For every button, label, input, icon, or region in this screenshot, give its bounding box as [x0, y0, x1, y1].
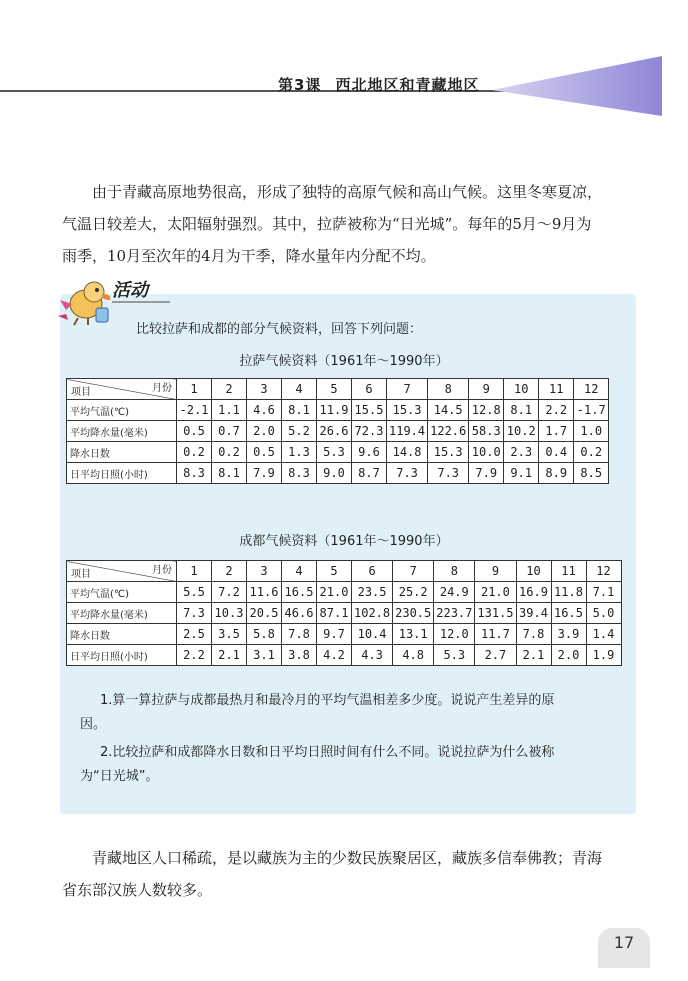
month-header: 4	[282, 561, 317, 582]
page-number: 17	[598, 928, 650, 968]
month-header: 5	[317, 379, 352, 400]
table-cell: 11.7	[475, 624, 516, 645]
table-cell: 2.2	[539, 400, 574, 421]
activity-instruction: 比较拉萨和成都的部分气候资料，回答下列问题：	[136, 322, 423, 337]
table-cell: 7.1	[586, 582, 621, 603]
table-cell: 8.1	[212, 463, 247, 484]
table-cell: 0.7	[212, 421, 247, 442]
row-label: 日平均日照(小时)	[67, 645, 177, 666]
table-cell: 20.5	[247, 603, 282, 624]
row-label: 日平均日照(小时)	[67, 463, 177, 484]
table-cell: 12.8	[469, 400, 504, 421]
activity-panel	[60, 294, 636, 814]
table-cell: 16.5	[551, 603, 586, 624]
table-cell: 1.7	[539, 421, 574, 442]
table-cell: 26.6	[317, 421, 352, 442]
table-row	[67, 463, 609, 484]
table-corner-cell	[67, 561, 177, 582]
table-cell: 1.3	[282, 442, 317, 463]
table-row	[67, 582, 622, 603]
month-header: 12	[586, 561, 621, 582]
table-cell: 46.6	[282, 603, 317, 624]
table-cell: 87.1	[317, 603, 352, 624]
table-cell: 3.1	[247, 645, 282, 666]
table-cell: 21.0	[317, 582, 352, 603]
table-cell: 2.7	[475, 645, 516, 666]
table-cell: 5.0	[586, 603, 621, 624]
table-cell: 7.3	[177, 603, 212, 624]
table-cell: 0.5	[247, 442, 282, 463]
table-cell: 10.4	[352, 624, 393, 645]
month-header: 10	[504, 379, 539, 400]
month-header: 6	[352, 561, 393, 582]
row-label: 降水日数	[67, 442, 177, 463]
intro-line-2: 气温日较差大，太阳辐射强烈。其中，拉萨被称为“日光城”。每年的5月～9月为	[62, 215, 592, 233]
table-cell: 2.0	[247, 421, 282, 442]
corner-month-label: 月份	[152, 565, 172, 576]
table-cell: 10.0	[469, 442, 504, 463]
table-cell: 8.1	[504, 400, 539, 421]
table-cell: 1.0	[574, 421, 609, 442]
table-cell: 24.9	[434, 582, 475, 603]
table-cell: 7.8	[282, 624, 317, 645]
month-header: 1	[177, 561, 212, 582]
intro-line-3: 雨季，10月至次年的4月为干季，降水量年内分配不均。	[62, 247, 436, 265]
closing-line-1: 青藏地区人口稀疏，是以藏族为主的少数民族聚居区，藏族多信奉佛教；青海	[92, 849, 603, 867]
table-row	[67, 624, 622, 645]
month-header: 8	[428, 379, 469, 400]
month-header: 4	[282, 379, 317, 400]
table-cell: 7.3	[387, 463, 428, 484]
question-1-line-2: 因。	[80, 717, 107, 732]
table-cell: -2.1	[177, 400, 212, 421]
table-cell: 11.8	[551, 582, 586, 603]
table-row	[67, 400, 609, 421]
table-corner-cell	[67, 379, 177, 400]
table-cell: 2.2	[177, 645, 212, 666]
corner-item-label: 项目	[71, 569, 91, 580]
lesson-title: 西北地区和青藏地区	[335, 76, 480, 94]
table-cell: 16.5	[282, 582, 317, 603]
chengdu-climate-table	[66, 560, 622, 666]
chapter-header	[278, 74, 493, 95]
intro-paragraph	[62, 176, 642, 272]
table-row	[67, 645, 622, 666]
question-1-line-1: 1.算一算拉萨与成都最热月和最冷月的平均气温相差多少度。说说产生差异的原	[100, 693, 555, 708]
month-header: 10	[516, 561, 551, 582]
row-label: 降水日数	[67, 624, 177, 645]
table-cell: 13.1	[393, 624, 434, 645]
lhasa-table-title: 拉萨气候资料（1961年～1990年）	[239, 354, 449, 369]
table-cell: 72.3	[352, 421, 387, 442]
table-cell: 16.9	[516, 582, 551, 603]
table-cell: -1.7	[574, 400, 609, 421]
month-header: 3	[247, 561, 282, 582]
table-cell: 7.2	[212, 582, 247, 603]
table-cell: 10.3	[212, 603, 247, 624]
table-cell: 2.1	[212, 645, 247, 666]
table-cell: 9.1	[504, 463, 539, 484]
table-cell: 0.4	[539, 442, 574, 463]
header-wedge-decoration	[492, 56, 662, 116]
table-header-row	[67, 561, 622, 582]
activity-underline	[112, 301, 170, 303]
table-cell: 5.3	[317, 442, 352, 463]
table-cell: 119.4	[387, 421, 428, 442]
row-label: 平均降水量(毫米)	[67, 421, 177, 442]
table-cell: 122.6	[428, 421, 469, 442]
table-cell: 8.3	[282, 463, 317, 484]
month-header: 7	[387, 379, 428, 400]
table-cell: 1.4	[586, 624, 621, 645]
corner-item-label: 项目	[71, 387, 91, 398]
table-cell: 58.3	[469, 421, 504, 442]
table-cell: 2.0	[551, 645, 586, 666]
month-header: 6	[352, 379, 387, 400]
month-header: 3	[247, 379, 282, 400]
table-cell: 14.8	[387, 442, 428, 463]
table-cell: 3.9	[551, 624, 586, 645]
month-header: 9	[469, 379, 504, 400]
table-cell: 5.8	[247, 624, 282, 645]
table-row	[67, 442, 609, 463]
table-cell: 4.3	[352, 645, 393, 666]
month-header: 9	[475, 561, 516, 582]
table-cell: 25.2	[393, 582, 434, 603]
month-header: 12	[574, 379, 609, 400]
table-header-row	[67, 379, 609, 400]
lhasa-climate-table	[66, 378, 609, 484]
table-cell: 230.5	[393, 603, 434, 624]
table-cell: 3.8	[282, 645, 317, 666]
table-cell: 4.2	[317, 645, 352, 666]
table-cell: 4.6	[247, 400, 282, 421]
table-cell: 15.5	[352, 400, 387, 421]
table-cell: 15.3	[387, 400, 428, 421]
table-cell: 0.2	[212, 442, 247, 463]
table-cell: 1.1	[212, 400, 247, 421]
chengdu-table-title: 成都气候资料（1961年～1990年）	[239, 534, 449, 549]
table-cell: 0.2	[574, 442, 609, 463]
table-cell: 5.2	[282, 421, 317, 442]
table-cell: 0.5	[177, 421, 212, 442]
row-label: 平均气温(℃)	[67, 582, 177, 603]
table-cell: 11.9	[317, 400, 352, 421]
lesson-number: 第3课	[278, 76, 322, 94]
table-cell: 8.3	[177, 463, 212, 484]
table-cell: 5.3	[434, 645, 475, 666]
table-cell: 5.5	[177, 582, 212, 603]
table-cell: 9.6	[352, 442, 387, 463]
table-cell: 8.5	[574, 463, 609, 484]
table-cell: 8.9	[539, 463, 574, 484]
month-header: 2	[212, 379, 247, 400]
table-cell: 15.3	[428, 442, 469, 463]
table-cell: 3.5	[212, 624, 247, 645]
table-cell: 14.5	[428, 400, 469, 421]
table-cell: 7.9	[247, 463, 282, 484]
closing-line-2: 省东部汉族人数较多。	[62, 881, 213, 899]
table-cell: 131.5	[475, 603, 516, 624]
month-header: 5	[317, 561, 352, 582]
table-cell: 11.6	[247, 582, 282, 603]
month-header: 1	[177, 379, 212, 400]
table-cell: 2.5	[177, 624, 212, 645]
table-cell: 7.3	[428, 463, 469, 484]
question-2-line-2: 为“日光城”。	[80, 769, 159, 784]
month-header: 8	[434, 561, 475, 582]
corner-month-label: 月份	[152, 383, 172, 394]
table-cell: 2.1	[516, 645, 551, 666]
month-header: 11	[539, 379, 574, 400]
table-cell: 9.7	[317, 624, 352, 645]
question-2-line-1: 2.比较拉萨和成都降水日数和日平均日照时间有什么不同。说说拉萨为什么被称	[100, 745, 555, 760]
table-cell: 7.9	[469, 463, 504, 484]
table-cell: 8.7	[352, 463, 387, 484]
table-cell: 2.3	[504, 442, 539, 463]
table-row	[67, 421, 609, 442]
table-row	[67, 603, 622, 624]
table-cell: 9.0	[317, 463, 352, 484]
table-cell: 21.0	[475, 582, 516, 603]
activity-label: 活动	[112, 280, 148, 301]
closing-paragraph	[62, 842, 642, 906]
table-cell: 4.8	[393, 645, 434, 666]
row-label: 平均降水量(毫米)	[67, 603, 177, 624]
month-header: 2	[212, 561, 247, 582]
row-label: 平均气温(℃)	[67, 400, 177, 421]
month-header: 11	[551, 561, 586, 582]
table-cell: 0.2	[177, 442, 212, 463]
month-header: 7	[393, 561, 434, 582]
table-cell: 8.1	[282, 400, 317, 421]
table-cell: 7.8	[516, 624, 551, 645]
table-cell: 12.0	[434, 624, 475, 645]
table-cell: 223.7	[434, 603, 475, 624]
table-cell: 39.4	[516, 603, 551, 624]
table-cell: 23.5	[352, 582, 393, 603]
mascot-icon	[56, 270, 118, 326]
table-cell: 10.2	[504, 421, 539, 442]
table-cell: 102.8	[352, 603, 393, 624]
table-cell: 1.9	[586, 645, 621, 666]
intro-line-1: 由于青藏高原地势很高，形成了独特的高原气候和高山气候。这里冬寒夏凉，	[92, 183, 603, 201]
